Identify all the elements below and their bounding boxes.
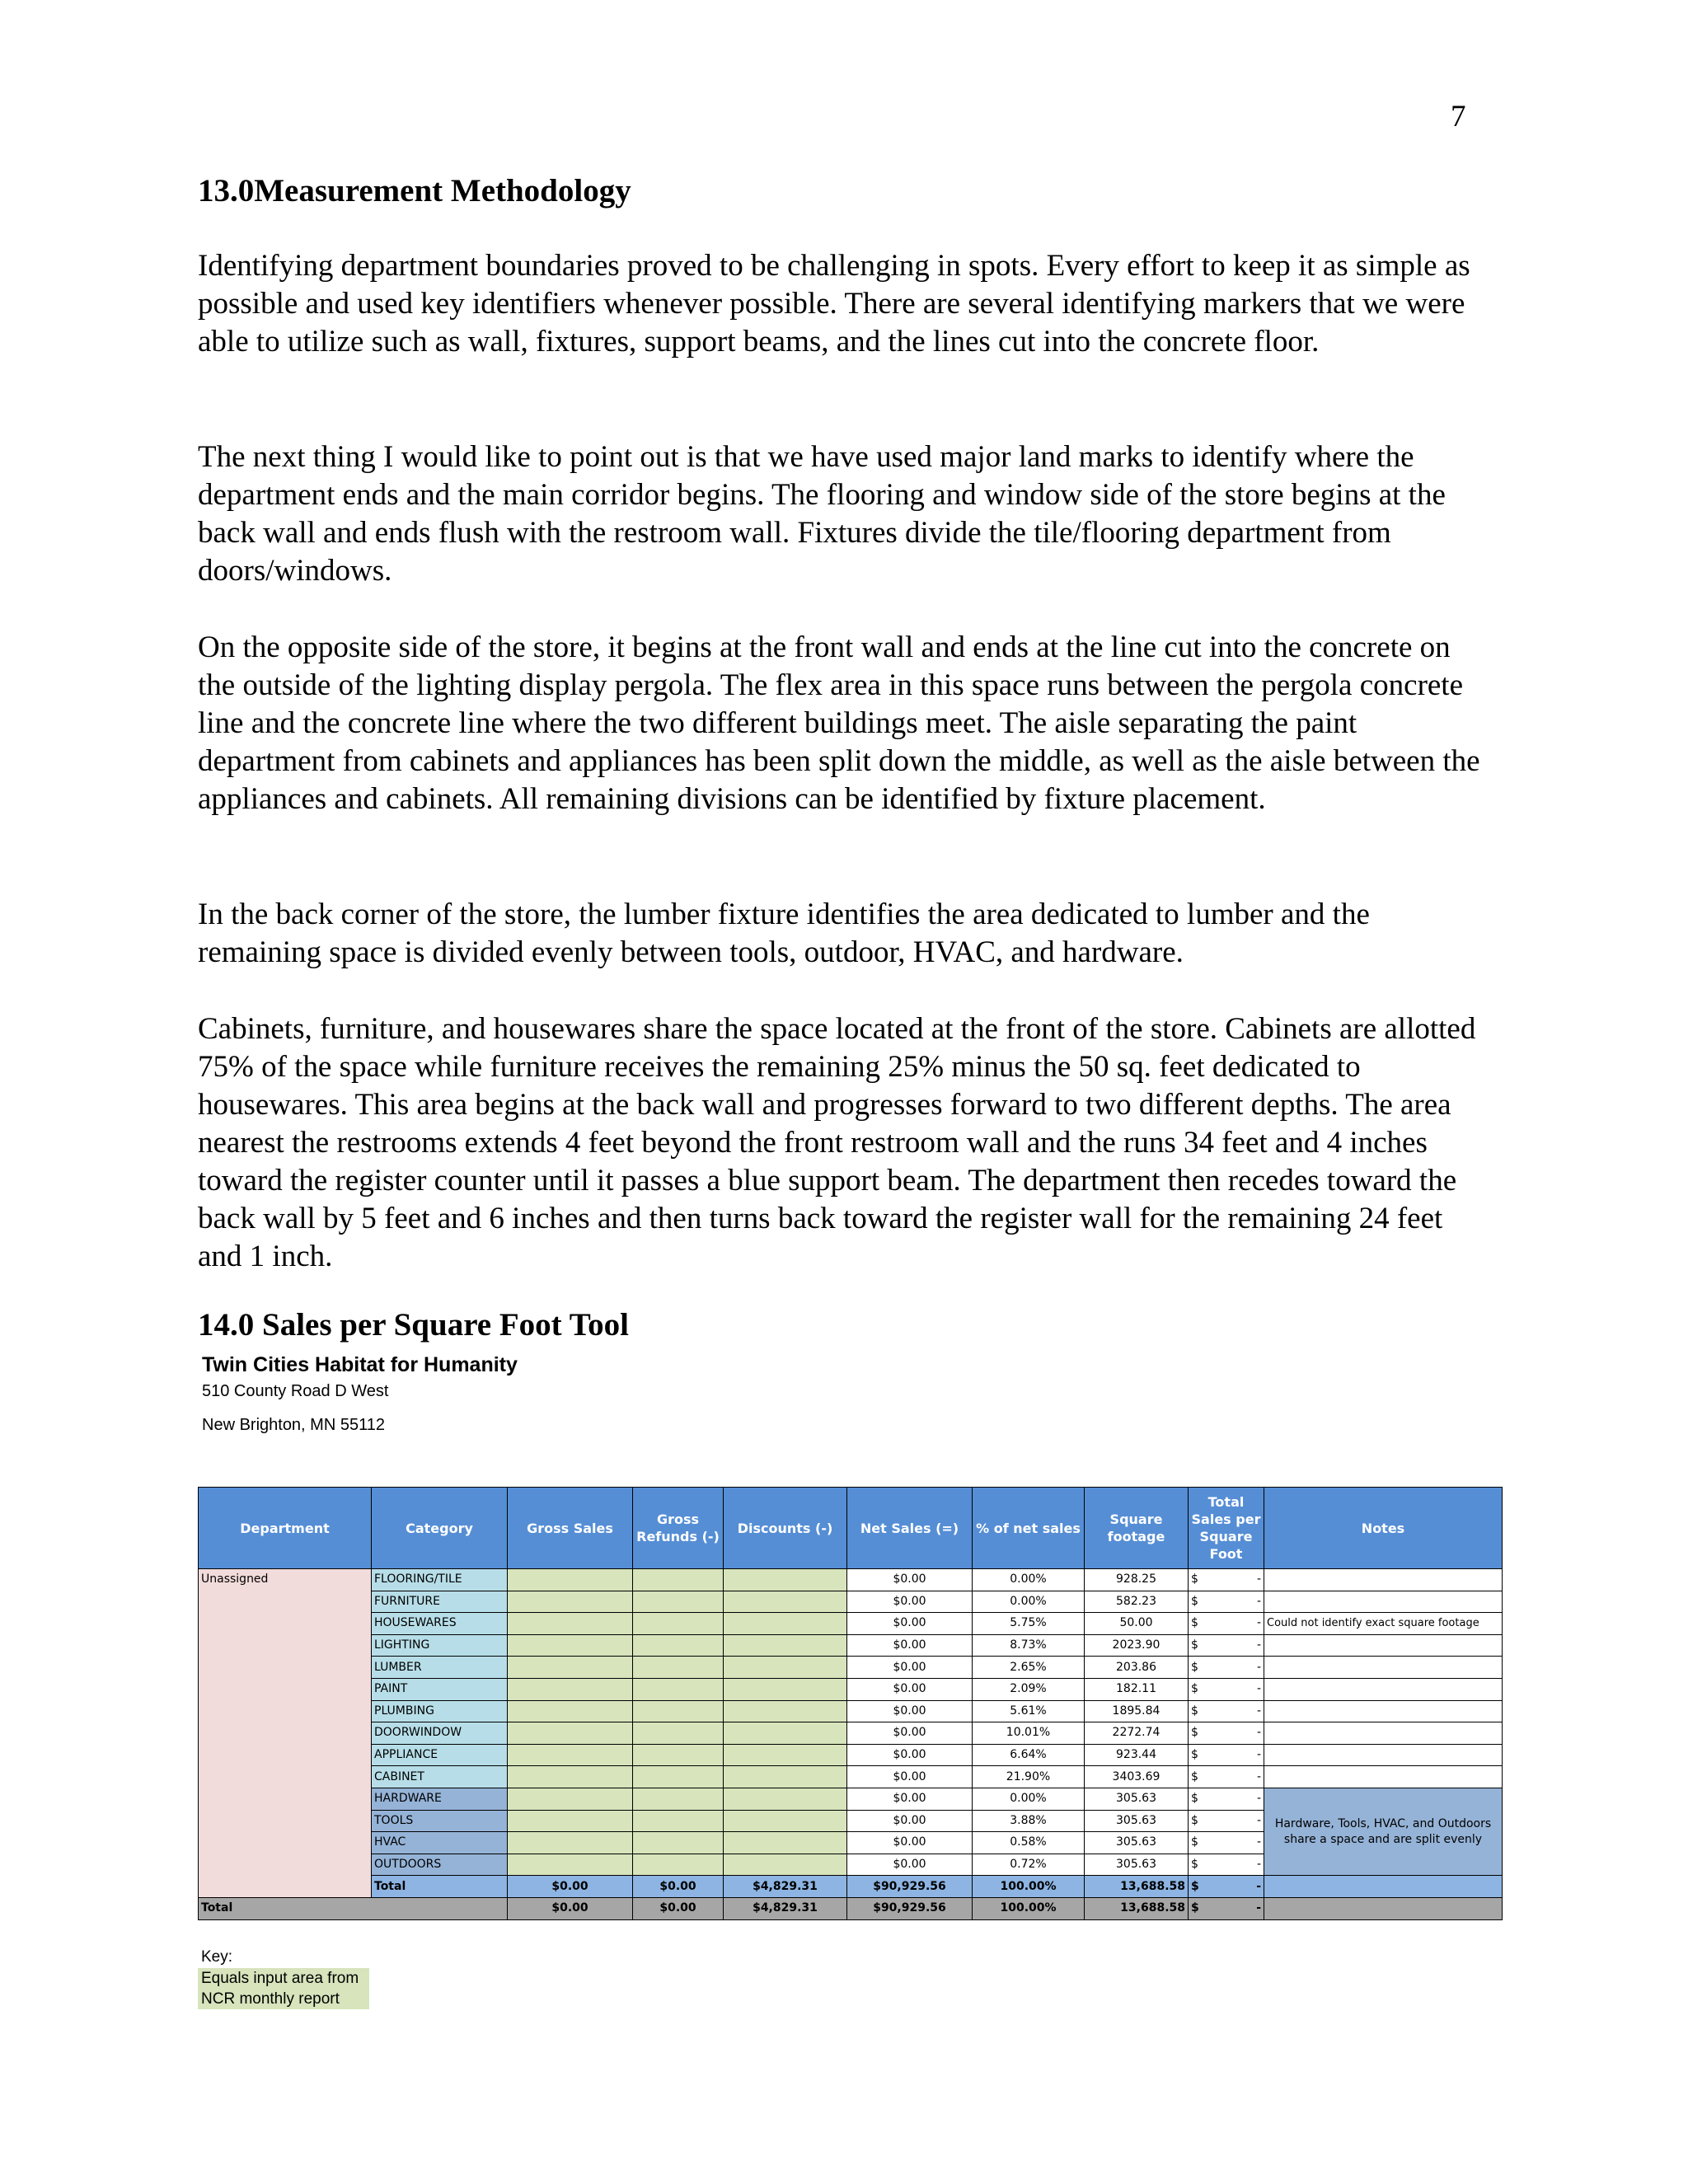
- currency-symbol: $: [1191, 1660, 1198, 1674]
- net-sales-cell: $0.00: [847, 1810, 973, 1832]
- key-text-line-1: Equals input area from: [201, 1970, 359, 1987]
- header-pct-net-sales: % of net sales: [973, 1488, 1085, 1569]
- sales-per-sqft-value: -: [1256, 1638, 1261, 1652]
- table-row: [199, 1722, 1503, 1745]
- grand-total-sales-per-sqft: [1189, 1897, 1264, 1919]
- discounts-input[interactable]: [724, 1766, 847, 1788]
- section-14-heading: 14.0 Sales per Square Foot Tool: [198, 1307, 629, 1343]
- category-cell: TOOLS: [372, 1810, 508, 1832]
- sales-per-sqft-value: -: [1256, 1792, 1261, 1806]
- discounts-input[interactable]: [724, 1634, 847, 1657]
- subtotal-label: Total: [372, 1876, 508, 1898]
- key-label: Key:: [201, 1948, 233, 1966]
- gross-refunds-input[interactable]: [633, 1744, 724, 1766]
- gross-refunds-input[interactable]: [633, 1569, 724, 1591]
- section-13-heading: 13.0Measurement Methodology: [198, 173, 631, 209]
- gross-refunds-input[interactable]: [633, 1788, 724, 1810]
- sqft-cell: 305.63: [1085, 1788, 1189, 1810]
- category-cell: LUMBER: [372, 1657, 508, 1679]
- sqft-cell: 928.25: [1085, 1569, 1189, 1591]
- pct-net-cell: 0.72%: [973, 1854, 1085, 1876]
- category-cell: PLUMBING: [372, 1700, 508, 1722]
- gross-sales-input[interactable]: [508, 1678, 633, 1700]
- category-cell: FURNITURE: [372, 1591, 508, 1613]
- net-sales-cell: $0.00: [847, 1832, 973, 1854]
- discounts-input[interactable]: [724, 1657, 847, 1679]
- subtotal-gross-sales: $0.00: [508, 1876, 633, 1898]
- currency-symbol: $: [1191, 1792, 1198, 1806]
- sales-per-sqft-cell: [1189, 1832, 1264, 1854]
- sales-per-sqft-cell: [1189, 1788, 1264, 1810]
- sales-per-sqft-value: -: [1256, 1858, 1261, 1872]
- table-row: [199, 1766, 1503, 1788]
- net-sales-cell: $0.00: [847, 1613, 973, 1635]
- currency-symbol: $: [1191, 1748, 1198, 1762]
- header-category: Category: [372, 1488, 508, 1569]
- gross-sales-input[interactable]: [508, 1591, 633, 1613]
- sales-per-sqft-cell: [1189, 1700, 1264, 1722]
- currency-symbol: $: [1191, 1594, 1198, 1608]
- currency-symbol: $: [1191, 1769, 1198, 1783]
- sqft-cell: 1895.84: [1085, 1700, 1189, 1722]
- notes-cell: [1264, 1678, 1503, 1700]
- gross-refunds-input[interactable]: [633, 1700, 724, 1722]
- discounts-input[interactable]: [724, 1700, 847, 1722]
- sales-per-sqft-cell: [1189, 1657, 1264, 1679]
- header-net-sales: Net Sales (=): [847, 1488, 973, 1569]
- sales-per-sqft-value: -: [1256, 1572, 1261, 1586]
- sqft-cell: 3403.69: [1085, 1766, 1189, 1788]
- gross-sales-input[interactable]: [508, 1854, 633, 1876]
- sales-per-sqft-cell: [1189, 1854, 1264, 1876]
- table-row: [199, 1657, 1503, 1679]
- sales-per-sqft-cell: [1189, 1613, 1264, 1635]
- notes-cell: [1264, 1766, 1503, 1788]
- department-cell: Unassigned: [199, 1569, 372, 1898]
- category-cell: OUTDOORS: [372, 1854, 508, 1876]
- grand-total-pct: 100.00%: [973, 1897, 1085, 1919]
- subtotal-sales-per-sqft: [1189, 1876, 1264, 1898]
- discounts-input[interactable]: [724, 1788, 847, 1810]
- paragraph: Identifying department boundaries proved to be challenging in spots. Every effort to keep it as simple as possible and used key identifiers whenever possible. There are several identifying markers that we were able to utilize such as wall, fixtures, support beams, and the lines cut into the concrete floor.: [198, 249, 1470, 359]
- currency-symbol: $: [1191, 1835, 1198, 1849]
- gross-refunds-input[interactable]: [633, 1854, 724, 1876]
- category-cell: APPLIANCE: [372, 1744, 508, 1766]
- sqft-cell: 182.11: [1085, 1678, 1189, 1700]
- sales-per-sqft-value: -: [1256, 1748, 1261, 1762]
- paragraph: On the opposite side of the store, it begins at the front wall and ends at the line cut into the concrete on the outside of the lighting display pergola. The flex area in this space runs between the pergola concrete line and the concrete line where the two different buildings meet. The aisle separating the paint department from cabinets and appliances has been split down the middle, as well as the aisle between the appliances and cabinets. All remaining divisions can be identified by fixture placement.: [198, 630, 1480, 816]
- pct-net-cell: 3.88%: [973, 1810, 1085, 1832]
- gross-refunds-input[interactable]: [633, 1810, 724, 1832]
- net-sales-cell: $0.00: [847, 1657, 973, 1679]
- sales-per-sqft-cell: [1189, 1678, 1264, 1700]
- net-sales-cell: $0.00: [847, 1634, 973, 1657]
- key-input-swatch: [198, 1968, 369, 2009]
- gross-refunds-input[interactable]: [633, 1832, 724, 1854]
- sales-per-sqft-value: -: [1256, 1769, 1261, 1783]
- sales-per-sqft-cell: [1189, 1591, 1264, 1613]
- table-row: [199, 1744, 1503, 1766]
- sales-per-sqft-cell: [1189, 1744, 1264, 1766]
- notes-cell: [1264, 1634, 1503, 1657]
- category-cell: HOUSEWARES: [372, 1613, 508, 1635]
- sales-per-sqft-cell: [1189, 1766, 1264, 1788]
- gross-refunds-input[interactable]: [633, 1678, 724, 1700]
- sales-per-sqft-value: -: [1256, 1901, 1261, 1915]
- category-cell: PAINT: [372, 1678, 508, 1700]
- subtotal-net-sales: $90,929.56: [847, 1876, 973, 1898]
- sqft-cell: 923.44: [1085, 1744, 1189, 1766]
- net-sales-cell: $0.00: [847, 1744, 973, 1766]
- sales-per-sqft-value: -: [1256, 1813, 1261, 1827]
- sales-per-sqft-value: -: [1256, 1879, 1261, 1893]
- gross-sales-input[interactable]: [508, 1613, 633, 1635]
- net-sales-cell: $0.00: [847, 1766, 973, 1788]
- category-cell: DOORWINDOW: [372, 1722, 508, 1745]
- address-line-2: New Brighton, MN 55112: [202, 1416, 385, 1434]
- sales-per-sqft-value: -: [1256, 1660, 1261, 1674]
- currency-symbol: $: [1191, 1572, 1198, 1586]
- subtotal-notes: [1264, 1876, 1503, 1898]
- gross-refunds-input[interactable]: [633, 1722, 724, 1745]
- header-department: Department: [199, 1488, 372, 1569]
- currency-symbol: $: [1191, 1879, 1199, 1893]
- sales-per-sqft-value: -: [1256, 1682, 1261, 1696]
- discounts-input[interactable]: [724, 1854, 847, 1876]
- currency-symbol: $: [1191, 1726, 1198, 1740]
- pct-net-cell: 0.00%: [973, 1591, 1085, 1613]
- gross-refunds-input[interactable]: [633, 1657, 724, 1679]
- table-header-row: [199, 1488, 1503, 1569]
- page-number: 7: [1451, 100, 1466, 134]
- subtotal-gross-refunds: $0.00: [633, 1876, 724, 1898]
- gross-sales-input[interactable]: [508, 1744, 633, 1766]
- header-gross-sales: Gross Sales: [508, 1488, 633, 1569]
- paragraph: Cabinets, furniture, and housewares share the space located at the front of the store. Cabinets are allotted 75% of the space while furniture receives the remaining 25% minus the 50 sq. feet dedicated to housewares. This area begins at the back wall and progresses forward to two different depths. The area nearest the restrooms extends 4 feet beyond the front restroom wall and the runs 34 feet and 4 inches toward the register counter until it passes a blue support beam. The department then recedes toward the back wall by 5 feet and 6 inches and then turns back toward the register wall for the remaining 24 feet and 1 inch.: [198, 1012, 1476, 1273]
- grand-total-gross-sales: $0.00: [508, 1897, 633, 1919]
- pct-net-cell: 0.58%: [973, 1832, 1085, 1854]
- pct-net-cell: 0.00%: [973, 1788, 1085, 1810]
- header-sales-per-sqft: Total Sales per Square Foot: [1189, 1488, 1264, 1569]
- gross-sales-input[interactable]: [508, 1810, 633, 1832]
- currency-symbol: $: [1191, 1704, 1198, 1718]
- gross-refunds-input[interactable]: [633, 1591, 724, 1613]
- gross-sales-input[interactable]: [508, 1832, 633, 1854]
- notes-cell: [1264, 1657, 1503, 1679]
- table-row: [199, 1788, 1503, 1810]
- sqft-cell: 2023.90: [1085, 1634, 1189, 1657]
- notes-cell: [1264, 1722, 1503, 1745]
- subtotal-sqft: 13,688.58: [1085, 1876, 1189, 1898]
- sqft-cell: 305.63: [1085, 1832, 1189, 1854]
- table-row: [199, 1634, 1503, 1657]
- header-discounts: Discounts (-): [724, 1488, 847, 1569]
- gross-sales-input[interactable]: [508, 1569, 633, 1591]
- table-row: [199, 1591, 1503, 1613]
- sales-per-square-foot-table: [198, 1487, 1503, 1920]
- key-text-line-2: NCR monthly report: [201, 1990, 340, 2008]
- subtotal-pct: 100.00%: [973, 1876, 1085, 1898]
- subtotal-row: [199, 1876, 1503, 1898]
- grand-total-row: [199, 1897, 1503, 1919]
- notes-cell: [1264, 1700, 1503, 1722]
- pct-net-cell: 2.65%: [973, 1657, 1085, 1679]
- pct-net-cell: 6.64%: [973, 1744, 1085, 1766]
- net-sales-cell: $0.00: [847, 1678, 973, 1700]
- gross-sales-input[interactable]: [508, 1657, 633, 1679]
- pct-net-cell: 5.61%: [973, 1700, 1085, 1722]
- discounts-input[interactable]: [724, 1744, 847, 1766]
- table-row: [199, 1613, 1503, 1635]
- gross-sales-input[interactable]: [508, 1700, 633, 1722]
- sqft-cell: 582.23: [1085, 1591, 1189, 1613]
- currency-symbol: $: [1191, 1858, 1198, 1872]
- currency-symbol: $: [1191, 1638, 1198, 1652]
- grand-total-net-sales: $90,929.56: [847, 1897, 973, 1919]
- gross-refunds-input[interactable]: [633, 1634, 724, 1657]
- net-sales-cell: $0.00: [847, 1591, 973, 1613]
- sqft-cell: 2272.74: [1085, 1722, 1189, 1745]
- organization-name: Twin Cities Habitat for Humanity: [202, 1353, 518, 1376]
- sqft-cell: 50.00: [1085, 1613, 1189, 1635]
- sales-per-sqft-value: -: [1256, 1704, 1261, 1718]
- notes-cell: [1264, 1591, 1503, 1613]
- sales-per-sqft-cell: [1189, 1569, 1264, 1591]
- net-sales-cell: $0.00: [847, 1700, 973, 1722]
- sqft-cell: 305.63: [1085, 1810, 1189, 1832]
- grand-total-discounts: $4,829.31: [724, 1897, 847, 1919]
- sales-per-sqft-cell: [1189, 1634, 1264, 1657]
- net-sales-cell: $0.00: [847, 1569, 973, 1591]
- table-row: [199, 1700, 1503, 1722]
- category-cell: FLOORING/TILE: [372, 1569, 508, 1591]
- sales-per-sqft-value: -: [1256, 1835, 1261, 1849]
- gross-sales-input[interactable]: [508, 1788, 633, 1810]
- grand-total-notes: [1264, 1897, 1503, 1919]
- sqft-cell: 203.86: [1085, 1657, 1189, 1679]
- pct-net-cell: 5.75%: [973, 1613, 1085, 1635]
- notes-cell: [1264, 1744, 1503, 1766]
- discounts-input[interactable]: [724, 1591, 847, 1613]
- net-sales-cell: $0.00: [847, 1722, 973, 1745]
- notes-cell: [1264, 1569, 1503, 1591]
- header-square-footage: Square footage: [1085, 1488, 1189, 1569]
- category-cell: CABINET: [372, 1766, 508, 1788]
- subtotal-discounts: $4,829.31: [724, 1876, 847, 1898]
- grand-total-label: Total: [199, 1897, 508, 1919]
- discounts-input[interactable]: [724, 1613, 847, 1635]
- paragraph: The next thing I would like to point out is that we have used major land marks to identify where the department ends and the main corridor begins. The flooring and window side of the store begins at the back wall and ends flush with the restroom wall. Fixtures divide the tile/flooring department from doors/windows.: [198, 440, 1446, 588]
- table-row: [199, 1569, 1503, 1591]
- header-gross-refunds: Gross Refunds (-): [633, 1488, 724, 1569]
- pct-net-cell: 10.01%: [973, 1722, 1085, 1745]
- gross-refunds-input[interactable]: [633, 1766, 724, 1788]
- grand-total-gross-refunds: $0.00: [633, 1897, 724, 1919]
- category-cell: LIGHTING: [372, 1634, 508, 1657]
- sales-per-sqft-value: -: [1256, 1594, 1261, 1608]
- discounts-input[interactable]: [724, 1832, 847, 1854]
- gross-refunds-input[interactable]: [633, 1613, 724, 1635]
- discounts-input[interactable]: [724, 1678, 847, 1700]
- sqft-cell: 305.63: [1085, 1854, 1189, 1876]
- pct-net-cell: 0.00%: [973, 1569, 1085, 1591]
- grand-total-sqft: 13,688.58: [1085, 1897, 1189, 1919]
- group-notes-cell: Hardware, Tools, HVAC, and Outdoors share a space and are split evenly: [1264, 1788, 1503, 1875]
- paragraph: In the back corner of the store, the lumber fixture identifies the area dedicated to lumber and the remaining space is divided evenly between tools, outdoor, HVAC, and hardware.: [198, 898, 1370, 969]
- currency-symbol: $: [1191, 1616, 1198, 1630]
- gross-sales-input[interactable]: [508, 1722, 633, 1745]
- net-sales-cell: $0.00: [847, 1854, 973, 1876]
- discounts-input[interactable]: [724, 1722, 847, 1745]
- notes-cell: Could not identify exact square footage: [1264, 1613, 1503, 1635]
- pct-net-cell: 8.73%: [973, 1634, 1085, 1657]
- discounts-input[interactable]: [724, 1810, 847, 1832]
- table-row: [199, 1678, 1503, 1700]
- currency-symbol: $: [1191, 1813, 1198, 1827]
- net-sales-cell: $0.00: [847, 1788, 973, 1810]
- header-notes: Notes: [1264, 1488, 1503, 1569]
- currency-symbol: $: [1191, 1901, 1199, 1915]
- gross-sales-input[interactable]: [508, 1766, 633, 1788]
- sales-per-sqft-cell: [1189, 1810, 1264, 1832]
- pct-net-cell: 2.09%: [973, 1678, 1085, 1700]
- category-cell: HVAC: [372, 1832, 508, 1854]
- address-line-1: 510 County Road D West: [202, 1382, 389, 1400]
- sales-per-sqft-value: -: [1256, 1726, 1261, 1740]
- category-cell: HARDWARE: [372, 1788, 508, 1810]
- pct-net-cell: 21.90%: [973, 1766, 1085, 1788]
- gross-sales-input[interactable]: [508, 1634, 633, 1657]
- currency-symbol: $: [1191, 1682, 1198, 1696]
- discounts-input[interactable]: [724, 1569, 847, 1591]
- sales-per-sqft-cell: [1189, 1722, 1264, 1745]
- sales-per-sqft-value: -: [1256, 1616, 1261, 1630]
